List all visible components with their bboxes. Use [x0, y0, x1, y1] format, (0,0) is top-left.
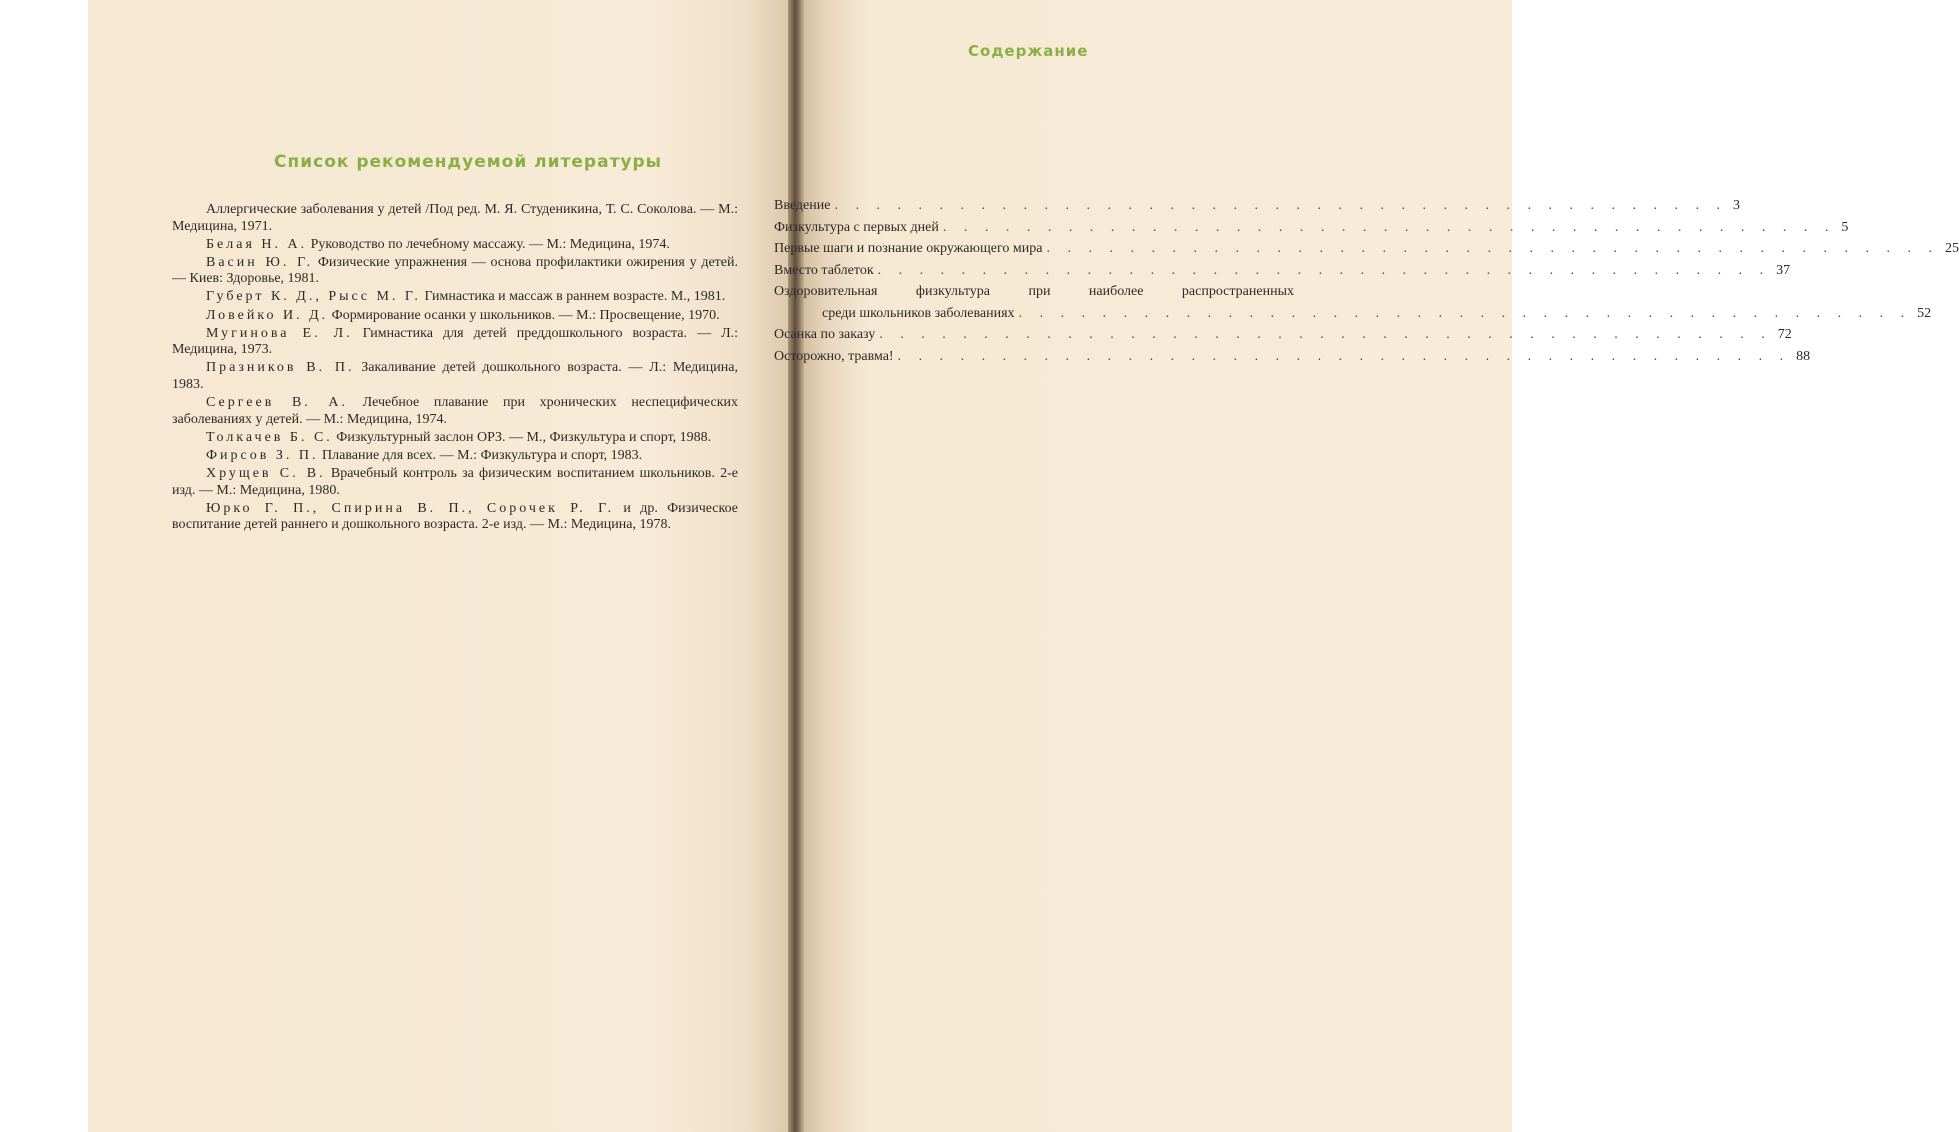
toc-title: Оздоровительная физкультура при наиболее распространенных — [774, 284, 1294, 299]
book-spine — [788, 0, 804, 1132]
toc-title: Первые шаги и познание окружающего мира — [774, 241, 1043, 256]
entry-text: Руководство по лечебному массажу. — М.: Медицина, 1974. — [307, 236, 670, 252]
bibliography-entry — [172, 501, 738, 534]
entry-text: и др. Физическое воспитание детей раннего и дошкольного возраста. 2-е изд. — М.: Медицина, 1978. — [172, 500, 738, 533]
bibliography-entry — [172, 466, 738, 499]
toc-entry — [774, 348, 1811, 371]
toc-dot-leader: . . . . . . . . . . . . . . . . . . . . . . . . . . . . . . . . . . . . . . . . . . . — [879, 327, 1772, 342]
entry-author: Васин Ю. Г. — [206, 254, 314, 270]
entry-author: Юрко Г. П., Спирина В. П., Сорочек Р. Г. — [206, 500, 615, 516]
entry-author: Фирсов З. П. — [206, 447, 319, 463]
toc-title: Введение — [774, 198, 831, 213]
entry-text: Гимнастика и массаж в раннем возрасте. М., 1981. — [420, 289, 726, 305]
entry-text: Физкультурный заслон ОРЗ. — М., Физкультура и спорт, 1988. — [332, 429, 712, 445]
toc-page-number: 88 — [1796, 348, 1811, 364]
entry-author: Хрущев С. В. — [206, 465, 326, 481]
toc-title: Вместо таблеток — [774, 262, 874, 278]
entry-text: Аллергические заболевания у детей /Под ред. М. Я. Студеникина, Т. С. Соколова. — М.: Медицина, 1971. — [172, 202, 738, 234]
entry-text: Лечебное плавание при хронических неспецифических заболеваниях у детей. — М.: Медицина, 1974. — [172, 395, 738, 427]
bibliography-entry — [172, 308, 738, 325]
entry-author: Празников В. П. — [206, 360, 355, 376]
bibliography-entry — [172, 360, 738, 393]
toc-page-number: 52 — [1917, 305, 1932, 321]
entry-author: Толкачев Б. С. — [206, 429, 333, 445]
entry-author: Мугинова Е. Л. — [206, 325, 353, 341]
toc-page-number: 72 — [1777, 327, 1792, 342]
book-spread — [88, 0, 1959, 1132]
entry-text: Плавание для всех. — М.: Физкультура и спорт, 1983. — [318, 447, 643, 463]
toc-dot-leader: . . . . . . . . . . . . . . . . . . . . . . . . . . . . . . . . . . . . . . . . . . . — [1018, 305, 1912, 321]
toc-entry — [774, 198, 1740, 220]
toc-page-number: 5 — [1841, 219, 1849, 235]
entry-author: Сергеев В. А. — [206, 395, 349, 411]
toc-entry — [774, 284, 1932, 327]
bibliography-entry — [172, 255, 738, 288]
bibliography-entry — [172, 326, 738, 359]
toc-entry — [774, 262, 1791, 285]
toc-dot-leader: . . . . . . . . . . . . . . . . . . . . . . . . . . . . . . . . . . . . . . . . . . . — [897, 348, 1791, 364]
entry-text: Формирование осанки у школьников. — М.: Просвещение, 1970. — [328, 307, 720, 323]
bibliography-entry — [172, 202, 738, 235]
toc-page-number: 3 — [1732, 198, 1740, 213]
toc-dot-leader: . . . . . . . . . . . . . . . . . . . . . . . . . . . . . . . . . . . . . . . . . . . — [877, 262, 1771, 278]
bibliography-heading: Список рекомендуемой литературы — [274, 152, 663, 172]
bibliography-list — [172, 202, 738, 535]
entry-author: Белая Н. А. — [206, 236, 308, 252]
entry-author: Ловейко И. Д. — [206, 307, 329, 323]
left-page — [88, 0, 796, 1132]
bibliography-entry — [172, 448, 738, 465]
toc-title-continuation: среди школьников заболеваниях — [822, 305, 1015, 321]
toc-entry — [774, 327, 1792, 349]
contents-heading: Содержание — [968, 42, 1089, 60]
toc-dot-leader: . . . . . . . . . . . . . . . . . . . . . . . . . . . . . . . . . . . . . . . . . . . — [834, 198, 1727, 213]
entry-text: Врачебный контроль за физическим воспитанием школьников. 2-е изд. — М.: Медицина, 1980. — [172, 465, 738, 498]
bibliography-entry — [172, 430, 738, 447]
table-of-contents — [774, 198, 1959, 370]
toc-title: Осанка по заказу — [774, 327, 876, 342]
bibliography-entry — [172, 237, 738, 254]
right-page — [796, 0, 1512, 1132]
toc-page-number: 25 — [1944, 241, 1959, 256]
toc-entry — [774, 241, 1959, 263]
entry-text: Физические упражнения — основа профилактики ожирения у детей. — Киев: Здоровье, 1981. — [172, 254, 738, 287]
bibliography-entry — [172, 289, 738, 306]
bibliography-entry — [172, 395, 738, 428]
toc-dot-leader: . . . . . . . . . . . . . . . . . . . . . . . . . . . . . . . . . . . . . . . . . . . — [1046, 241, 1939, 256]
entry-text: Гимнастика для детей преддошкольного возраста. — Л.: Медицина, 1973. — [172, 325, 739, 358]
toc-page-number: 37 — [1776, 262, 1791, 278]
toc-title: Осторожно, травма! — [774, 348, 894, 364]
toc-title: Физкультура с первых дней — [774, 219, 939, 235]
toc-dot-leader: . . . . . . . . . . . . . . . . . . . . . . . . . . . . . . . . . . . . . . . . . . . — [942, 219, 1836, 235]
entry-text: Закаливание детей дошкольного возраста. — Л.: Медицина, 1983. — [172, 360, 738, 392]
toc-entry — [774, 219, 1849, 242]
toc-title-continuation-row — [774, 305, 1932, 322]
entry-author: Губерт К. Д., Рысс М. Г. — [206, 289, 421, 305]
